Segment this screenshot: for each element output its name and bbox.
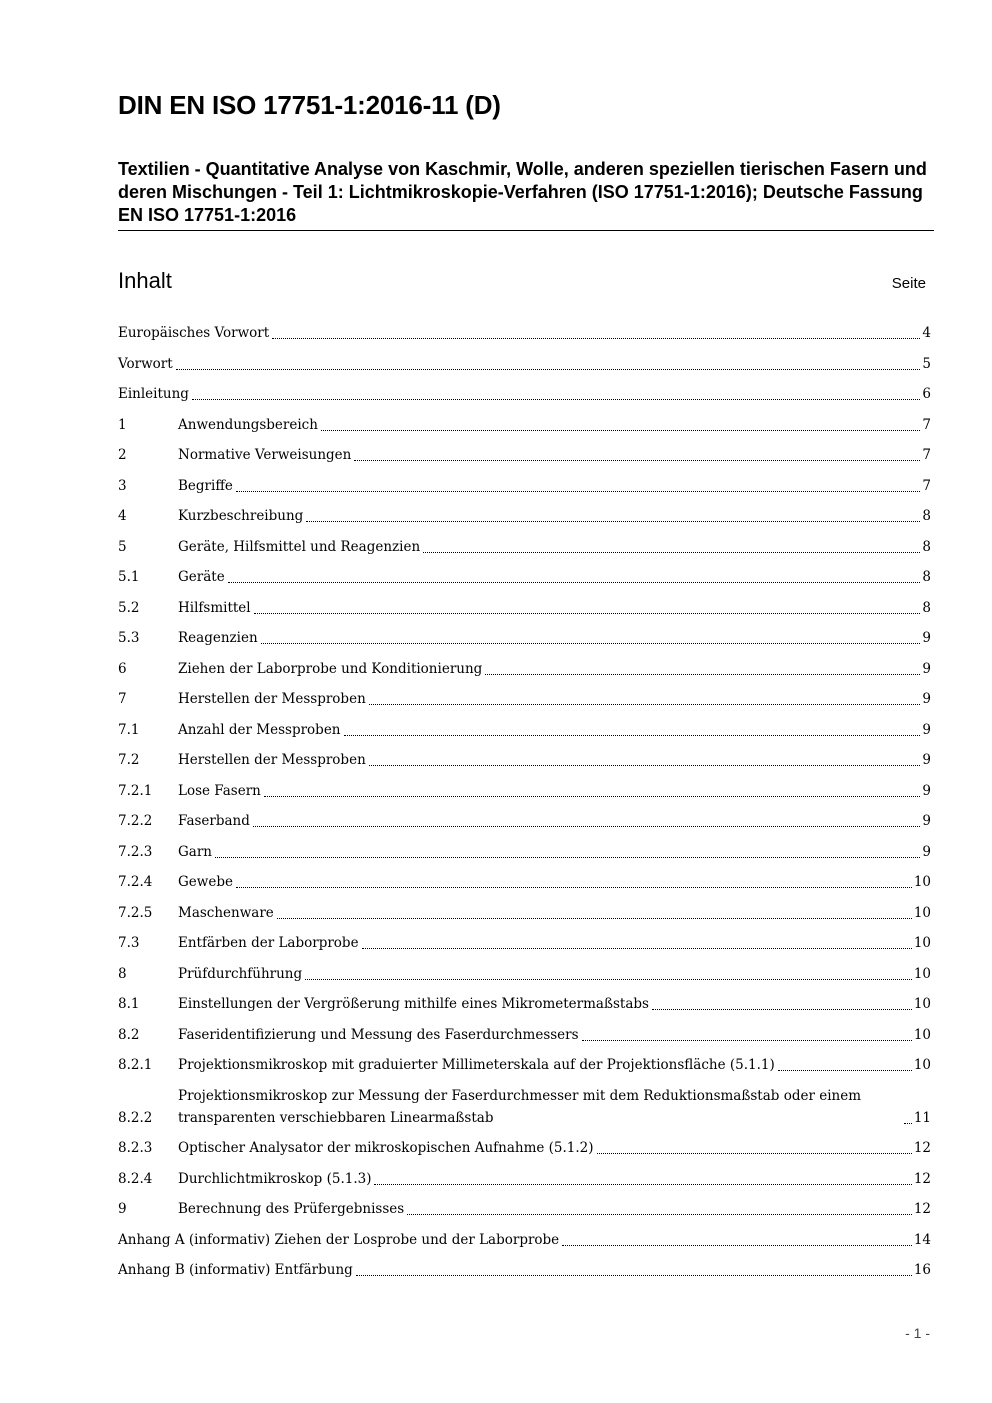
toc-entry[interactable] — [118, 749, 931, 771]
toc-entry[interactable] — [118, 1024, 931, 1046]
toc-entry-number: 8.2 — [118, 1026, 140, 1043]
toc-entry-body — [178, 414, 931, 436]
toc-entry-page: 6 — [922, 386, 931, 402]
toc-entry-number: 2 — [118, 447, 127, 463]
toc-entry-page: 5 — [922, 355, 931, 372]
toc-entry-body — [178, 871, 931, 893]
toc-entry-number: 5.3 — [118, 630, 140, 646]
toc-entry-body — [178, 993, 931, 1015]
toc-entry[interactable] — [118, 932, 931, 954]
toc-dot-leader — [369, 765, 921, 766]
toc-entry[interactable] — [118, 536, 931, 558]
toc-dot-leader — [423, 552, 920, 553]
toc-entry[interactable] — [118, 780, 931, 802]
toc-entry-page: 10 — [913, 904, 931, 921]
toc-entry[interactable] — [118, 322, 931, 344]
toc-entry-page: 7 — [922, 477, 931, 494]
toc-entry-page: 10 — [913, 965, 931, 982]
toc-entry-page: 10 — [913, 935, 931, 951]
toc-entry-page: 8 — [922, 569, 931, 585]
toc-entry-title: Geräte, Hilfsmittel und Reagenzien — [178, 538, 421, 555]
toc-entry-body — [178, 627, 931, 649]
toc-entry-page: 9 — [922, 721, 931, 738]
toc-entry-title: Faserband — [178, 813, 250, 829]
toc-entry-number: 1 — [118, 416, 127, 433]
toc-entry[interactable] — [118, 383, 931, 405]
toc-dot-leader — [253, 826, 921, 827]
toc-entry-page: 7 — [922, 447, 931, 463]
toc-entry-body — [178, 444, 931, 466]
toc-entry-number: 7.2.5 — [118, 904, 153, 921]
toc-entry-title: Projektionsmikroskop mit graduierter Millimeterskala auf der Projektionsfläche (5.1.1) — [178, 1057, 775, 1073]
toc-entry[interactable] — [118, 1229, 931, 1251]
toc-entry-body — [178, 1198, 931, 1220]
toc-entry-page: 9 — [922, 630, 931, 646]
toc-entry[interactable] — [118, 1054, 931, 1076]
toc-dot-leader — [215, 857, 920, 858]
toc-entry-title: Herstellen der Messproben — [178, 691, 366, 707]
toc-dot-leader — [485, 674, 920, 675]
toc-entry-number: 7.2.2 — [118, 813, 153, 829]
toc-entry-number: 3 — [118, 477, 127, 494]
toc-dot-leader — [407, 1214, 912, 1215]
toc-entry[interactable] — [118, 597, 931, 619]
toc-entry-body — [178, 597, 931, 619]
toc-entry-body — [178, 1085, 931, 1129]
toc-dot-leader — [597, 1153, 912, 1154]
toc-dot-leader — [562, 1245, 912, 1246]
toc-dot-leader — [778, 1070, 912, 1071]
toc-entry-page: 9 — [922, 782, 931, 799]
toc-entry-body — [178, 475, 931, 497]
toc-entry[interactable] — [118, 414, 931, 436]
toc-entry[interactable] — [118, 688, 931, 710]
toc-entry[interactable] — [118, 566, 931, 588]
toc-entry-body — [118, 1259, 931, 1281]
toc-entry-title: Einleitung — [118, 386, 189, 402]
toc-entry-page: 9 — [922, 843, 931, 860]
toc-dot-leader — [272, 338, 920, 339]
toc-entry-page: 4 — [922, 325, 931, 341]
toc-entry-body — [178, 1168, 931, 1190]
document-title: Textilien - Quantitative Analyse von Kaschmir, Wolle, anderen speziellen tierischen Fasern und deren Mischungen - Teil 1: Lichtmikroskopie-Verfahren (ISO 17751-1:2016); Deutsche Fassung EN ISO 17751-1:2016 — [118, 158, 934, 231]
toc-dot-leader — [261, 643, 921, 644]
toc-entry-body — [178, 688, 931, 710]
toc-entry-body — [178, 841, 931, 863]
toc-dot-leader — [305, 979, 912, 980]
toc-entry-page: 12 — [913, 1140, 931, 1156]
toc-entry[interactable] — [118, 871, 931, 893]
page-number: - 1 - — [905, 1325, 930, 1341]
toc-entry-title: Anwendungsbereich — [178, 416, 318, 433]
toc-dot-leader — [652, 1009, 912, 1010]
toc-entry[interactable] — [118, 475, 931, 497]
toc-entry-title: Optischer Analysator der mikroskopischen Aufnahme (5.1.2) — [178, 1140, 594, 1156]
toc-entry-number: 7.3 — [118, 935, 140, 951]
toc-entry-page: 12 — [913, 1201, 931, 1217]
toc-entry-page: 9 — [922, 660, 931, 677]
toc-entry-body — [178, 810, 931, 832]
toc-entry-number: 5.1 — [118, 569, 140, 585]
toc-entry[interactable] — [118, 1198, 931, 1220]
toc-entry[interactable] — [118, 719, 931, 741]
toc-entry[interactable] — [118, 505, 931, 527]
toc-entry-page: 10 — [913, 874, 931, 890]
toc-entry-body — [178, 902, 931, 924]
toc-entry-number: 7.1 — [118, 721, 140, 738]
toc-entry-title: Normative Verweisungen — [178, 447, 352, 463]
toc-entry[interactable] — [118, 810, 931, 832]
toc-entry-number: 8.1 — [118, 996, 140, 1012]
toc-entry-title: Hilfsmittel — [178, 599, 251, 616]
toc-entry-number: 7.2 — [118, 752, 140, 768]
toc-entry-number: 7.2.4 — [118, 874, 153, 890]
toc-entry[interactable] — [118, 1085, 931, 1129]
toc-dot-leader — [374, 1184, 911, 1185]
toc-entry-number: 4 — [118, 508, 127, 524]
toc-entry-page: 8 — [922, 508, 931, 524]
toc-entry-number: 8 — [118, 965, 127, 982]
toc-entry-page: 10 — [913, 1026, 931, 1043]
toc-entry[interactable] — [118, 963, 931, 985]
toc-dot-leader — [356, 1275, 912, 1276]
toc-entry-number: 7.2.3 — [118, 843, 153, 860]
toc-entry-page: 9 — [922, 813, 931, 829]
toc-heading: Inhalt — [118, 268, 172, 293]
toc-entry-body — [178, 505, 931, 527]
toc-entry[interactable] — [118, 902, 931, 924]
toc-entry[interactable] — [118, 1137, 931, 1159]
toc-entry-body — [178, 932, 931, 954]
toc-entry-page: 8 — [922, 599, 931, 616]
toc-entry-page: 7 — [922, 416, 931, 433]
toc-entry-body — [178, 658, 931, 680]
toc-entry-title: Anhang A (informativ) Ziehen der Losprobe und der Laborprobe — [118, 1231, 560, 1248]
toc-dot-leader — [228, 582, 921, 583]
toc-entry-body — [178, 963, 931, 985]
toc-entry[interactable] — [118, 444, 931, 466]
toc-header — [118, 268, 926, 294]
toc-entry-number: 9 — [118, 1201, 127, 1217]
toc-entry[interactable] — [118, 841, 931, 863]
toc-dot-leader — [236, 491, 921, 492]
toc-entry-body — [178, 1137, 931, 1159]
toc-entry[interactable] — [118, 353, 931, 375]
toc-entry-title: Einstellungen der Vergrößerung mithilfe eines Mikrometermaßstabs — [178, 996, 649, 1012]
toc-entry-page: 12 — [913, 1170, 931, 1187]
toc-entry-body — [118, 322, 931, 344]
toc-dot-leader — [277, 918, 912, 919]
toc-entry-number: 6 — [118, 660, 127, 677]
toc-page-label: Seite — [891, 275, 926, 292]
toc-dot-leader — [176, 369, 921, 370]
toc-entry-number: 7.2.1 — [118, 782, 153, 799]
toc-dot-leader — [344, 735, 921, 736]
toc-entry-page: 9 — [922, 691, 931, 707]
toc-entry[interactable] — [118, 1259, 931, 1281]
toc-entry[interactable] — [118, 658, 931, 680]
toc-dot-leader — [582, 1040, 912, 1041]
toc-entry-body — [178, 780, 931, 802]
toc-entry-page: 10 — [913, 996, 931, 1012]
toc-dot-leader — [354, 460, 920, 461]
toc-entry-title: Entfärben der Laborprobe — [178, 935, 359, 951]
toc-entry-title: Faseridentifizierung und Messung des Faserdurchmessers — [178, 1026, 579, 1043]
toc-entry-title: Herstellen der Messproben — [178, 752, 366, 768]
toc-entry-title: Prüfdurchführung — [178, 965, 303, 982]
toc-entry-title: Reagenzien — [178, 630, 258, 646]
toc-entry-number: 8.2.1 — [118, 1057, 153, 1073]
document-id: DIN EN ISO 17751-1:2016-11 (D) — [118, 90, 501, 120]
toc-entry-title: Geräte — [178, 569, 225, 585]
toc-dot-leader — [236, 887, 912, 888]
toc-dot-leader — [904, 1123, 912, 1124]
toc-entry-title: Berechnung des Prüfergebnisses — [178, 1201, 405, 1217]
toc-entry-number: 5 — [118, 538, 127, 555]
toc-entry-number: 8.2.3 — [118, 1140, 153, 1156]
toc-dot-leader — [369, 704, 921, 705]
toc-entry-title: Begriffe — [178, 477, 233, 494]
toc-entry-page: 8 — [922, 538, 931, 555]
toc-entry-body — [118, 1229, 931, 1251]
toc-entry-title: Maschenware — [178, 904, 274, 921]
toc-entry-body — [178, 1054, 931, 1076]
toc-entry-title: Durchlichtmikroskop (5.1.3) — [178, 1170, 372, 1187]
toc-entry-body — [178, 749, 931, 771]
toc-entry-number: 8.2.4 — [118, 1170, 153, 1187]
toc-entry-title: Vorwort — [118, 355, 173, 372]
toc-entry-title: Garn — [178, 843, 212, 860]
toc-dot-leader — [192, 399, 920, 400]
toc-entry[interactable] — [118, 993, 931, 1015]
toc-entry-page: 16 — [913, 1262, 931, 1278]
toc-entry-number: 8.2.2 — [118, 1109, 153, 1126]
toc-dot-leader — [306, 521, 920, 522]
toc-entry-title: Kurzbeschreibung — [178, 508, 304, 524]
toc-entry-title: Anzahl der Messproben — [178, 721, 341, 738]
toc-entry-title: Lose Fasern — [178, 782, 261, 799]
toc-entry-body — [178, 536, 931, 558]
toc-entry-page: 10 — [913, 1057, 931, 1073]
toc-entry-page: 11 — [913, 1109, 931, 1126]
toc-entry-body — [118, 353, 931, 375]
toc-entry-body — [178, 1024, 931, 1046]
toc-dot-leader — [362, 948, 912, 949]
table-of-contents — [118, 322, 931, 1281]
toc-entry-page: 14 — [913, 1231, 931, 1248]
toc-entry-title: Ziehen der Laborprobe und Konditionierung — [178, 660, 483, 677]
toc-dot-leader — [254, 613, 921, 614]
toc-entry[interactable] — [118, 1168, 931, 1190]
toc-entry-title: Projektionsmikroskop zur Messung der Faserdurchmesser mit dem Reduktionsmaßstab oder einem transparenten verschiebbaren Linearmaßstab — [178, 1087, 861, 1126]
toc-entry-title: Anhang B (informativ) Entfärbung — [118, 1262, 353, 1278]
toc-dot-leader — [264, 796, 921, 797]
toc-entry-number: 5.2 — [118, 599, 140, 616]
toc-entry-number: 7 — [118, 691, 127, 707]
toc-entry-body — [178, 719, 931, 741]
toc-entry-body — [118, 383, 931, 405]
toc-dot-leader — [321, 430, 920, 431]
toc-entry-page: 9 — [922, 752, 931, 768]
toc-entry-title: Europäisches Vorwort — [118, 325, 270, 341]
toc-entry[interactable] — [118, 627, 931, 649]
toc-entry-body — [178, 566, 931, 588]
toc-entry-title: Gewebe — [178, 874, 233, 890]
